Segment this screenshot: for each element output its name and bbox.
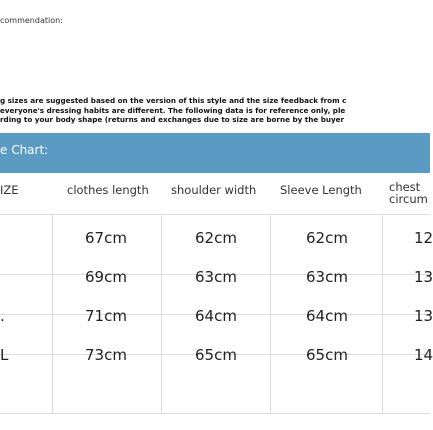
clothes-length-cell: 71cm <box>85 307 127 325</box>
chest-cell: 13 <box>414 307 433 325</box>
header-sleeve-length: Sleeve Length <box>280 183 362 197</box>
grid-vline <box>52 214 53 413</box>
header-chest-line2: circum <box>389 192 428 206</box>
header-size: IZE <box>0 183 19 197</box>
shoulder-width-cell: 62cm <box>195 229 237 247</box>
shoulder-width-cell: 64cm <box>195 307 237 325</box>
header-clothes-length: clothes length <box>67 183 149 197</box>
shoulder-width-cell: 65cm <box>195 346 237 364</box>
header-shoulder-width: shoulder width <box>171 183 257 197</box>
clothes-length-cell: 69cm <box>85 268 127 286</box>
shoulder-width-cell: 63cm <box>195 268 237 286</box>
clothes-length-cell: 73cm <box>85 346 127 364</box>
chest-cell: 13 <box>414 268 433 286</box>
size-cell: . <box>0 307 5 325</box>
grid-vline <box>270 214 271 413</box>
grid-line <box>0 413 430 414</box>
grid-vline <box>382 214 383 413</box>
sleeve-length-cell: 64cm <box>306 307 348 325</box>
note-line: rding to your body shape (returns and exchanges due to size are borne by the buyer <box>0 115 345 124</box>
header-chest <box>389 181 428 205</box>
grid-vline <box>161 214 162 413</box>
size-note <box>0 96 430 125</box>
sleeve-length-cell: 62cm <box>306 229 348 247</box>
note-line: g sizes are suggested based on the version of this style and the size feedback from c <box>0 96 347 105</box>
clothes-length-cell: 67cm <box>85 229 127 247</box>
chest-cell: 14 <box>414 346 433 364</box>
size-cell: L <box>0 346 9 364</box>
recommendation-title: commendation: <box>0 16 63 25</box>
size-chart-banner <box>0 133 430 173</box>
header-chest-line1: chest <box>389 180 421 194</box>
sleeve-length-cell: 63cm <box>306 268 348 286</box>
chest-cell: 12 <box>414 229 433 247</box>
sleeve-length-cell: 65cm <box>306 346 348 364</box>
banner-title: e Chart: <box>0 143 49 157</box>
grid-line <box>0 214 430 215</box>
size-table <box>0 176 433 414</box>
note-line: everyone's dressing habits are different. The following data is for reference only, ple <box>0 105 346 115</box>
